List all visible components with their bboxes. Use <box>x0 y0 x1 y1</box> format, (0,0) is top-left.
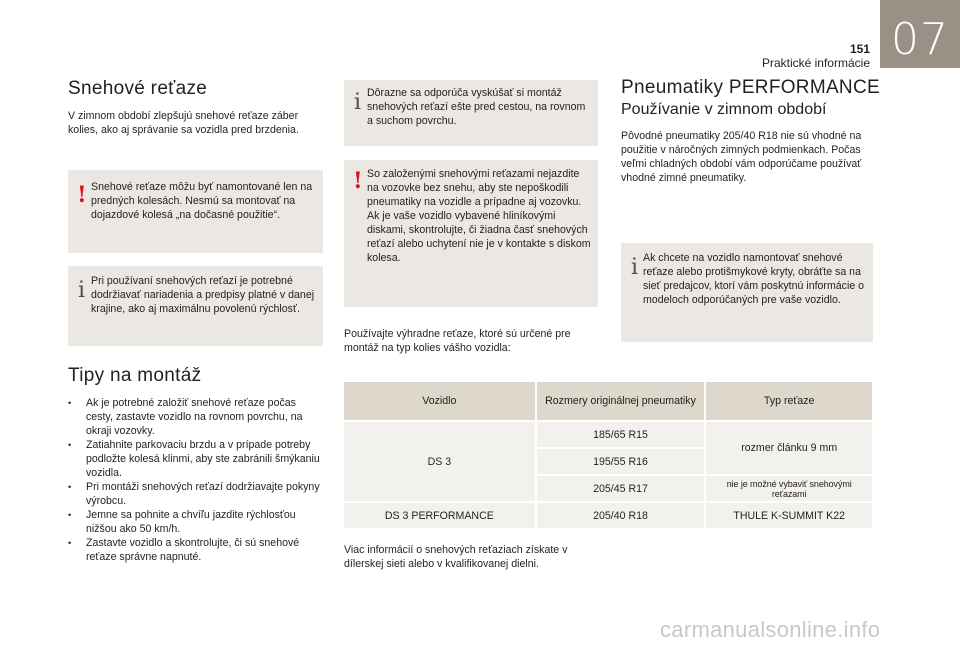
column-header-tyre-size: Rozmery originálnej pneumatiky <box>536 382 706 421</box>
bullet-icon: • <box>68 398 72 408</box>
table-header-row <box>344 382 873 421</box>
chain-cell: nie je možné vybaviť snehovými reťazami <box>705 475 873 502</box>
bullet-icon: • <box>68 440 72 450</box>
bullet-icon: • <box>68 510 72 520</box>
tyre-cell: 185/65 R15 <box>536 421 706 448</box>
snow-chains-table <box>344 382 874 530</box>
performance-tyres-title: Pneumatiky PERFORMANCE <box>621 77 880 98</box>
info-note-regulations <box>68 266 323 346</box>
list-item: • Zastavte vozidlo a skontrolujte, či sú snehové reťaze správne napnuté. <box>68 537 300 563</box>
mounting-tips-title: Tipy na montáž <box>68 365 202 386</box>
list-item: • Pri montáži snehových reťazí dodržiavajte pokyny výrobcu. <box>68 481 320 507</box>
warning-note-front-wheels <box>68 170 323 253</box>
performance-tyres-text: Pôvodné pneumatiky 205/40 R18 nie sú vhodné na použitie v náročných zimných podmienkach. Počas veľmi chladných období vám odporúčame používať vhodné zimné pneumatiky. <box>621 130 862 184</box>
warning-icon: ! <box>77 182 87 208</box>
warning-icon: ! <box>353 168 363 194</box>
chain-cell: THULE K-SUMMIT K22 <box>705 502 873 529</box>
column-header-chain-type: Typ reťaze <box>705 382 873 421</box>
warning-note-text: Snehové reťaze môžu byť namontované len na predných kolesách. Nesmú sa montovať na dojazdové kolesá „na dočasné použitie“. <box>91 181 313 221</box>
snow-chains-intro: V zimnom období zlepšujú snehové reťaze záber kolies, ako aj správanie sa vozidla pred brzdenia. <box>68 110 299 136</box>
chapter-title: Praktické informácie <box>761 56 870 70</box>
bullet-icon: • <box>68 482 72 492</box>
info-note-text: Ak chcete na vozidlo namontovať snehové reťaze alebo protišmykové kryty, obráťte sa na sieť predajcov, ktorí vám poskytnú informácie o modeloch odporúčaných pre vaše vozidlo. <box>643 252 865 306</box>
info-icon: i <box>631 255 639 280</box>
list-item: • Ak je potrebné založiť snehové reťaze počas cesty, zastavte vozidlo na rovnom povrchu, na okraji vozovky. <box>68 397 303 437</box>
tyre-cell: 205/40 R18 <box>536 502 706 529</box>
info-note-text: Pri používaní snehových reťazí je potrebné dodržiavať nariadenia a predpisy platné v danej krajine, ako aj maximálnu povolenú rýchlosť. <box>91 275 315 315</box>
watermark: carmanualsonline.info <box>660 617 881 642</box>
winter-use-subtitle: Používanie v zimnom období <box>621 101 827 118</box>
chapter-number: 07 <box>891 14 949 65</box>
info-icon: i <box>354 90 362 115</box>
tyre-cell: 205/45 R17 <box>536 475 706 502</box>
info-note-dealer <box>621 243 873 342</box>
more-info-text: Viac informácií o snehových reťaziach získate v dílerskej sieti alebo v kvalifikovanej dielni. <box>344 544 568 570</box>
info-icon: i <box>78 278 86 303</box>
table-row <box>344 502 873 529</box>
column-header-vehicle: Vozidlo <box>344 382 536 421</box>
page-number: 151 <box>849 42 870 56</box>
info-note-text: Dôrazne sa odporúča vyskúšať si montáž snehových reťazí ešte pred cestou, na rovnom a suchom povrchu. <box>367 87 586 127</box>
list-item: • Zatiahnite parkovaciu brzdu a v prípade potreby podložte kolesá klinmi, aby ste zabránili šmýkaniu vozidla. <box>68 439 320 479</box>
list-item: • Jemne sa pohnite a chvíľu jazdite rýchlosťou nižšou ako 50 km/h. <box>68 509 296 535</box>
mounting-tips-list <box>68 396 320 564</box>
bullet-icon: • <box>68 538 72 548</box>
snow-chains-title: Snehové reťaze <box>68 78 208 99</box>
info-note-practice <box>344 80 598 146</box>
chain-cell: rozmer článku 9 mm <box>705 421 873 475</box>
tyre-cell: 195/55 R16 <box>536 448 706 475</box>
usage-text: Používajte výhradne reťaze, ktoré sú určené pre montáž na typ kolies vášho vozidla: <box>344 328 571 354</box>
warning-note-no-snow <box>344 160 598 307</box>
vehicle-cell: DS 3 PERFORMANCE <box>344 502 536 529</box>
warning-note-text: So založenými snehovými reťazami nejazdite na vozovke bez snehu, aby ste nepoškodili pneumatiky na vozidle a prípadne aj vozovku. Ak je vaše vozidlo vybavené hliníkovými diskami, skontrolujte, či žiadna časť snehových reťazí alebo uchytení nie je v kontakte s diskom kolesa. <box>367 168 591 264</box>
vehicle-cell: DS 3 <box>344 421 536 502</box>
table-row <box>344 421 873 448</box>
